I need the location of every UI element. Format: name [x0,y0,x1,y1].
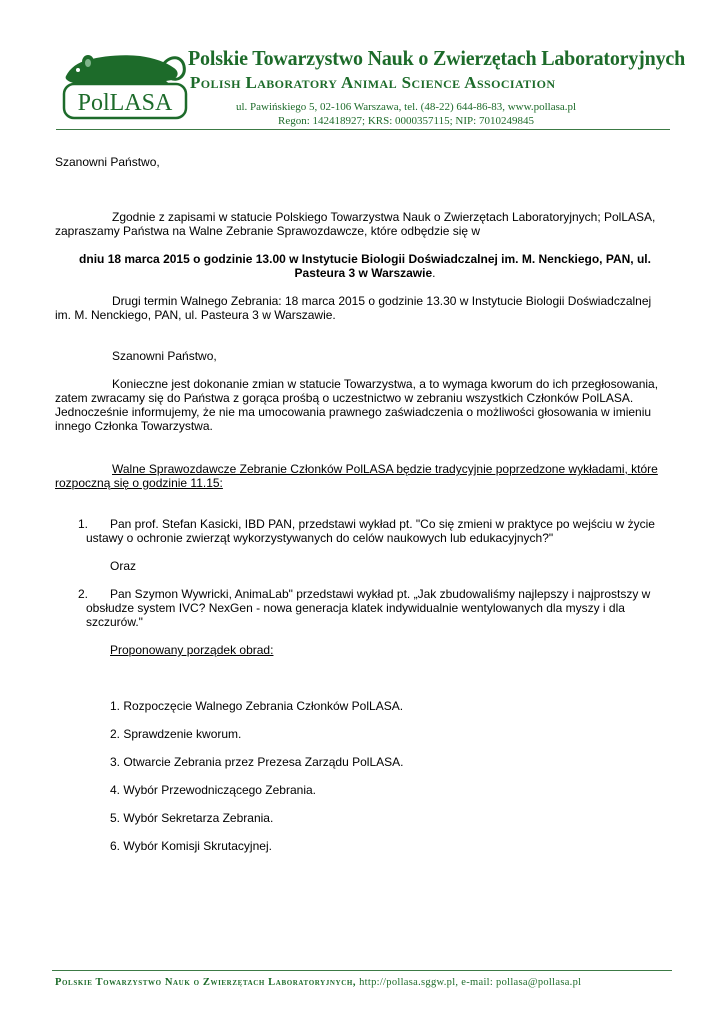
org-name-polish: Polskie Towarzystwo Nauk o Zwierzętach Laboratoryjnych [188,46,686,70]
org-registry: Regon: 142418927; KRS: 0000357115; NIP: 7010249845 [278,115,534,127]
meeting-details [60,252,670,280]
lecture-item [78,587,668,629]
agenda-item: 3. Otwarcie Zebrania przez Prezesa Zarządu PolLASA. [110,755,404,769]
intro-paragraph: Zgodnie z zapisami w statucie Polskiego Towarzystwa Nauk o Zwierzętach Laboratoryjnych; PolLASA, zapraszamy Państwa na Walne Zebranie Sprawozdawcze, które odbędzie się w [55,210,656,238]
meeting-details-bold: dniu 18 marca 2015 o godzinie 13.00 w Instytucie Biologii Doświadczalnej im. M. Nenckiego, PAN, ul. Pasteura 3 w Warszawie [79,252,651,280]
salutation-second: Szanowni Państwo, [112,349,217,363]
footer [55,977,675,988]
second-term-paragraph: Drugi termin Walnego Zebrania: 18 marca 2015 o godzinie 13.30 w Instytucie Biologii Doświadczalnej im. M. Nenckiego, PAN, ul. Pasteura 3 w Warszawie. [55,294,652,322]
lecture-number: 1. [78,517,89,531]
logo-text: PolLASA [77,90,173,116]
org-name-english: Polish Laboratory Animal Science Association [190,73,556,92]
agenda-item: 6. Wybór Komisji Skrutacyjnej. [110,839,272,853]
agenda-item: 4. Wybór Przewodniczącego Zebrania. [110,783,316,797]
footer-contact: http://pollasa.sggw.pl, e-mail: pollasa@pollasa.pl [359,977,582,988]
salutation: Szanowni Państwo, [55,155,160,169]
pollasa-logo [62,48,188,120]
agenda-title: Proponowany porządek obrad: [110,643,274,657]
lecture-text-first: Pan prof. Stefan Kasicki, IBD PAN, przedstawi wykład pt. "Co się zmieni w praktyce po wejściu w życie [110,517,655,531]
agenda-item: 2. Sprawdzenie kworum. [110,727,242,741]
lecture-text-rest: ustawy o ochronie zwierząt wykorzystywanych do celów naukowych lub edukacyjnych?" [86,531,554,545]
agenda-item: 5. Wybór Sekretarza Zebrania. [110,811,274,825]
agenda-item: 1. Rozpoczęcie Walnego Zebrania Członków PolLASA. [110,699,404,713]
footer-org: Polskie Towarzystwo Nauk o Zwierzętach Laboratoryjnych, [55,977,357,988]
lecture-text-rest: obsłudze system IVC? NexGen - nowa generacja klatek indywidualnie wentylowanych dla myszy i dla szczurów." [86,601,625,629]
meeting-details-end: . [432,266,436,280]
quorum-paragraph: Konieczne jest dokonanie zmian w statucie Towarzystwa, a to wymaga kworum do ich przegłosowania, zatem zwracamy się do Państwa z gorąca prośbą o uczestnictwo w zebraniu wszystkich Członków PolLASA. Jednocześnie informujemy, że nie ma umocowania prawnego zaświadczenia o możliwości głosowania w imieniu innego Członka Towarzystwa. [55,377,659,433]
oraz-text: Oraz [110,559,137,573]
rat-logo-icon [62,48,188,120]
header-divider [56,129,670,130]
lecture-item [78,517,668,545]
lecture-number: 2. [78,587,89,601]
footer-divider [52,970,672,971]
lecture-text-first: Pan Szymon Wywricki, AnimaLab" przedstawi wykład pt. „Jak zbudowaliśmy najlepszy i najprostszy w [110,587,651,601]
org-address: ul. Pawińskiego 5, 02-106 Warszawa, tel. (48-22) 644-86-83, www.pollasa.pl [236,101,577,113]
lectures-intro: Walne Sprawozdawcze Zebranie Członków PolLASA będzie tradycyjnie poprzedzone wykładami, które rozpoczną się o godzinie 11.15: [55,462,658,490]
